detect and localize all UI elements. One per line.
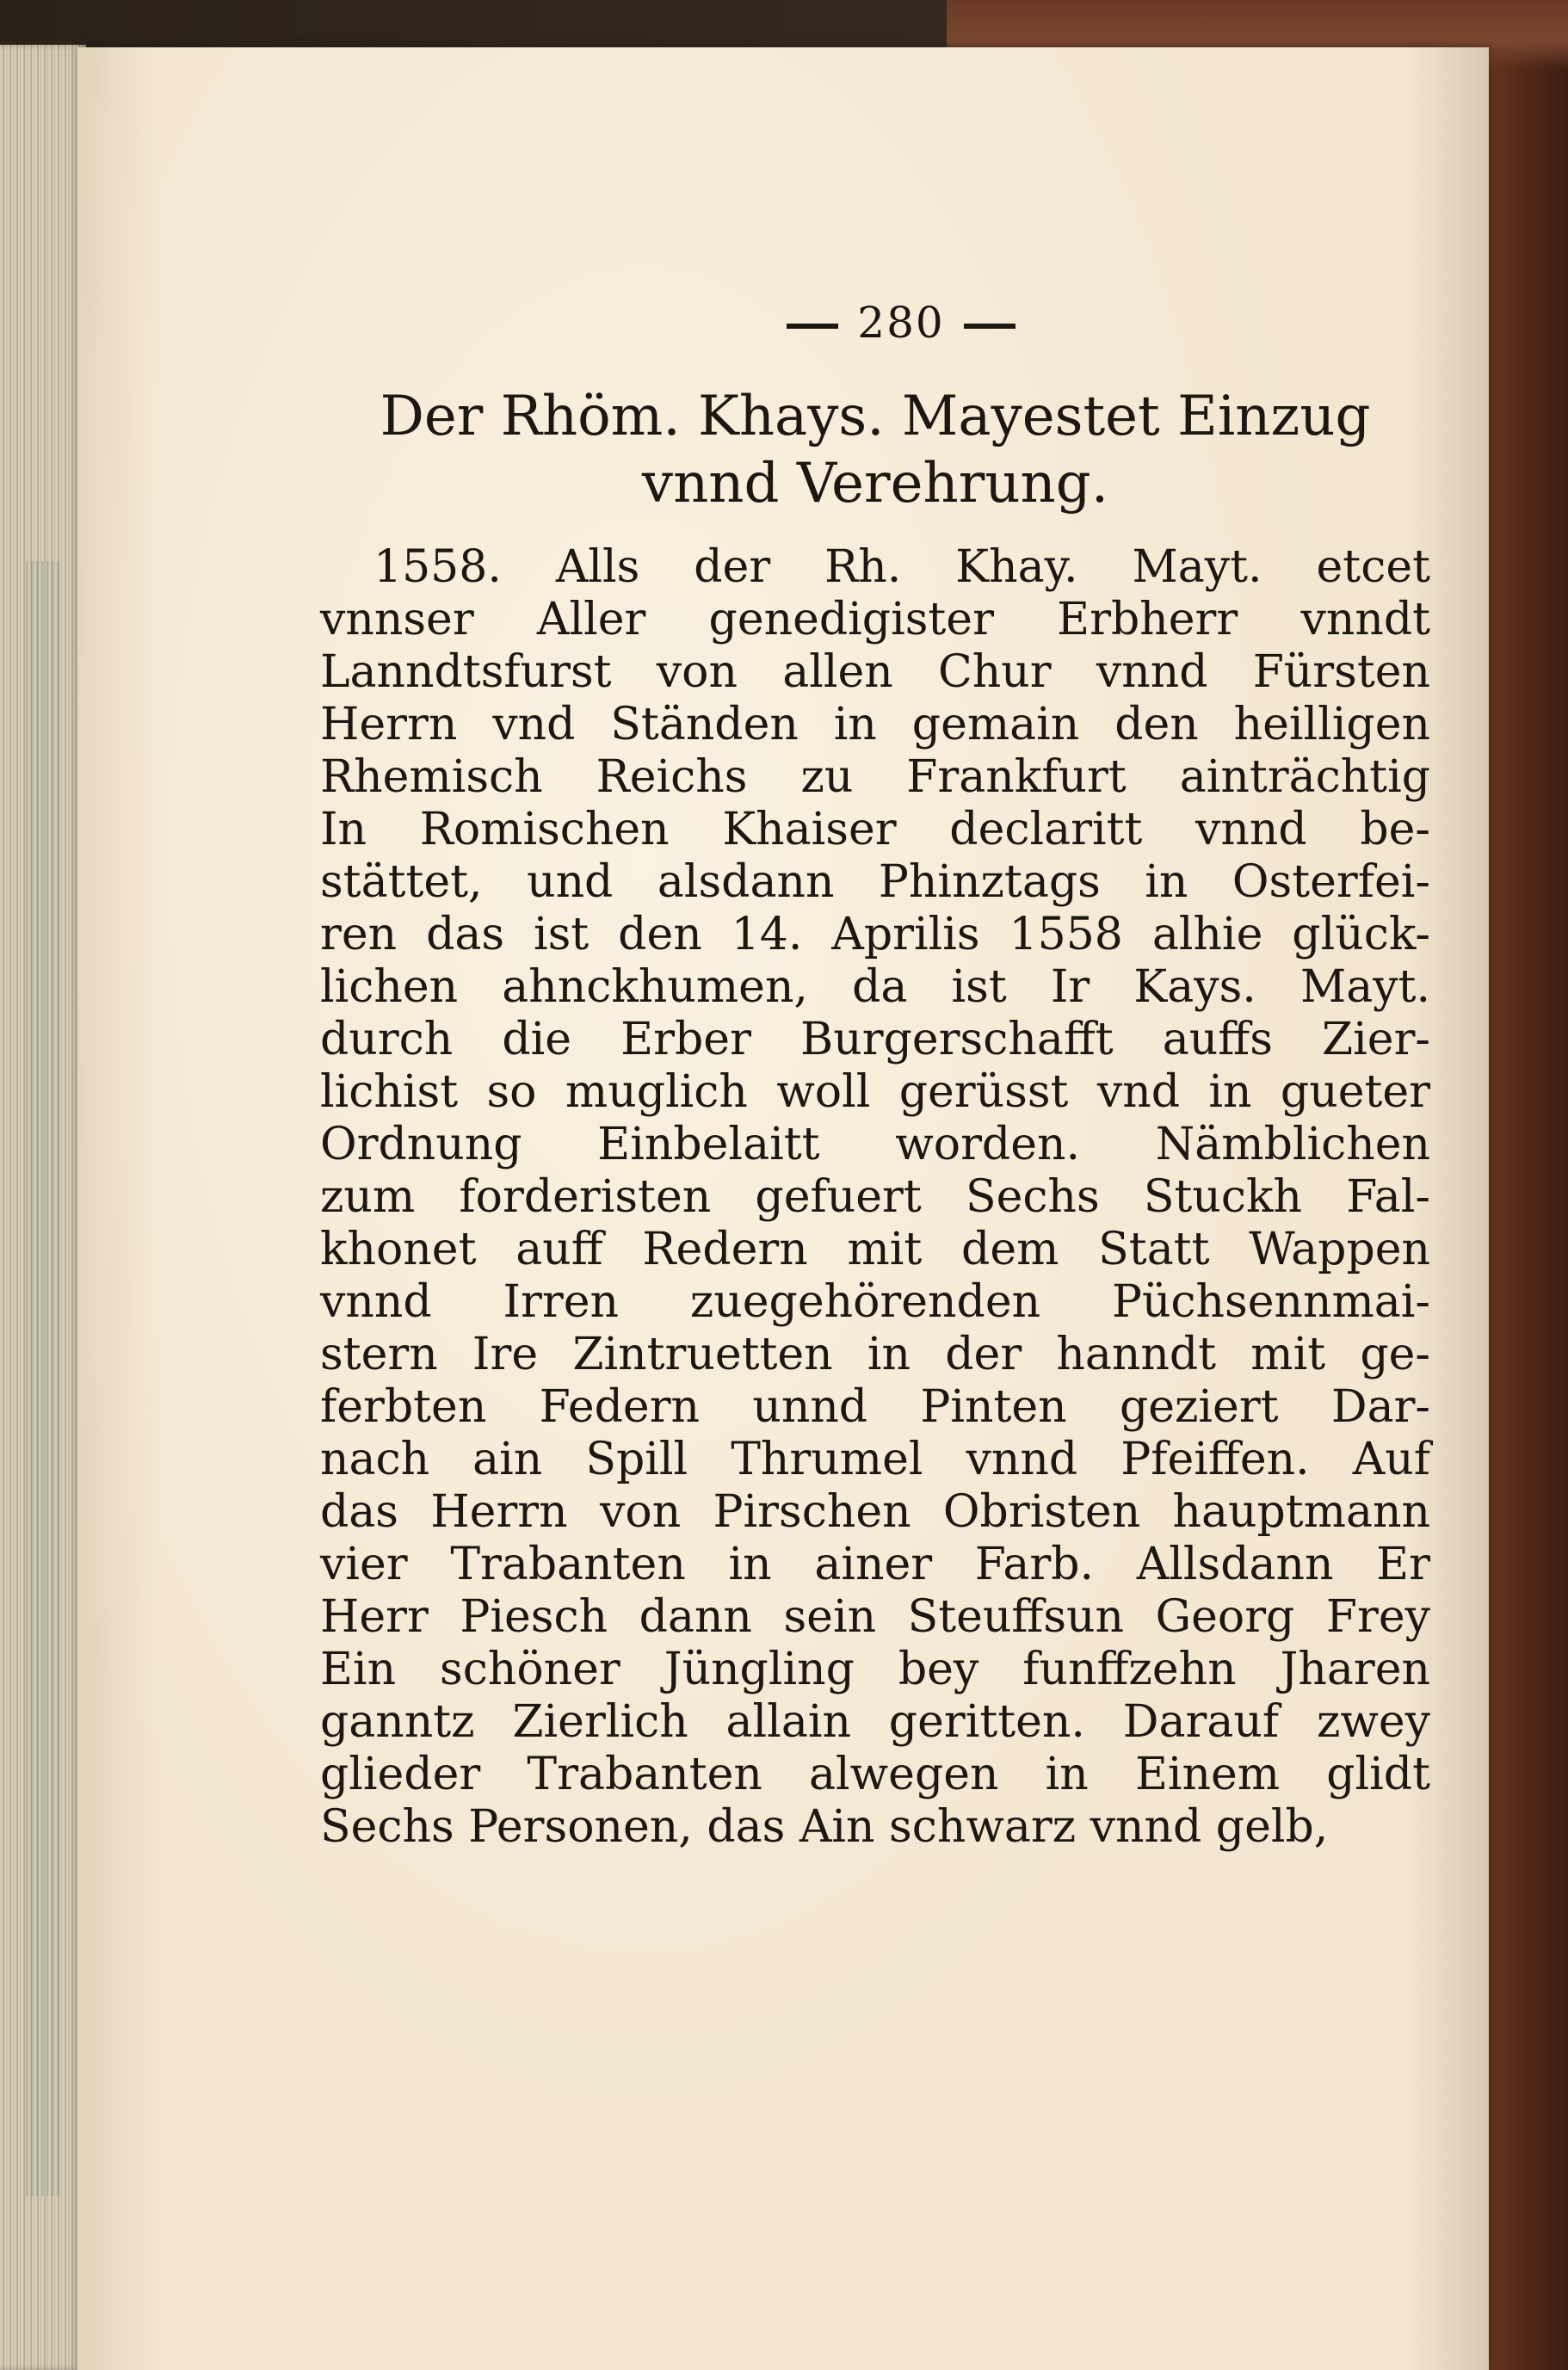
body-line: ferbten Federn unnd Pinten geziert Dar- [320, 1381, 1430, 1433]
body-line: vier Trabanten in ainer Farb. Allsdann Er [320, 1539, 1430, 1590]
body-line: vnnd Irren zuegehörenden Püchsennmai- [320, 1276, 1430, 1328]
body-line: Ordnung Einbelaitt worden. Nämblichen [320, 1119, 1430, 1170]
body-line: stättet, und alsdann Phinztags in Osterfei- [320, 856, 1430, 908]
page-content [320, 297, 1430, 1854]
heading-line: vnnd Verehrung. [641, 452, 1109, 515]
page-number-dash-right [964, 324, 1015, 329]
body-line: lichist so muglich woll gerüsst vnd in gueter [320, 1066, 1430, 1118]
body-text [320, 541, 1430, 1854]
body-line: khonet auff Redern mit dem Statt Wappen [320, 1224, 1430, 1275]
body-line: Ein schöner Jüngling bey funffzehn Jharen [320, 1644, 1430, 1695]
body-line: ren das ist den 14. Aprilis 1558 alhie glück- [320, 909, 1430, 960]
body-line: das Herrn von Pirschen Obristen hauptmann [320, 1486, 1430, 1538]
body-line: Rhemisch Reichs zu Frankfurt ainträchtig [320, 751, 1430, 803]
page-number [320, 297, 1430, 349]
body-line: zum forderisten gefuert Sechs Stuckh Fal- [320, 1171, 1430, 1223]
body-line: glieder Trabanten alwegen in Einem glidt [320, 1749, 1430, 1800]
body-line: durch die Erber Burgerschafft auffs Zier- [320, 1014, 1430, 1065]
body-line: vnnser Aller genedigister Erbherr vnndt [320, 594, 1430, 645]
body-line: Lanndtsfurst von allen Chur vnnd Fürsten [320, 646, 1430, 698]
page-number-text: 280 [857, 298, 945, 348]
page-edge-tint [26, 561, 60, 2196]
book-page [77, 47, 1489, 2370]
chapter-heading [320, 383, 1430, 517]
body-line: stern Ire Zintruetten in der hanndt mit ge- [320, 1329, 1430, 1380]
body-line: Sechs Personen, das Ain schwarz vnnd gelb, [320, 1801, 1329, 1853]
body-line: Herrn vnd Ständen in gemain den heilligen [320, 699, 1430, 750]
body-line: lichen ahnckhumen, da ist Ir Kays. Mayt. [320, 961, 1430, 1013]
heading-line: Der Rhöm. Khays. Mayestet Einzug [380, 385, 1371, 448]
body-line: nach ain Spill Thrumel vnnd Pfeiffen. Auf [320, 1434, 1430, 1485]
body-line: 1558. Alls der Rh. Khay. Mayt. etcet [373, 541, 1430, 593]
page-edges [0, 45, 86, 2370]
body-line: In Romischen Khaiser declaritt vnnd be- [320, 804, 1430, 855]
page-number-dash-left [787, 324, 838, 329]
body-line: ganntz Zierlich allain geritten. Darauf zwey [320, 1696, 1430, 1748]
body-line: Herr Piesch dann sein Steuffsun Georg Frey [320, 1591, 1430, 1643]
